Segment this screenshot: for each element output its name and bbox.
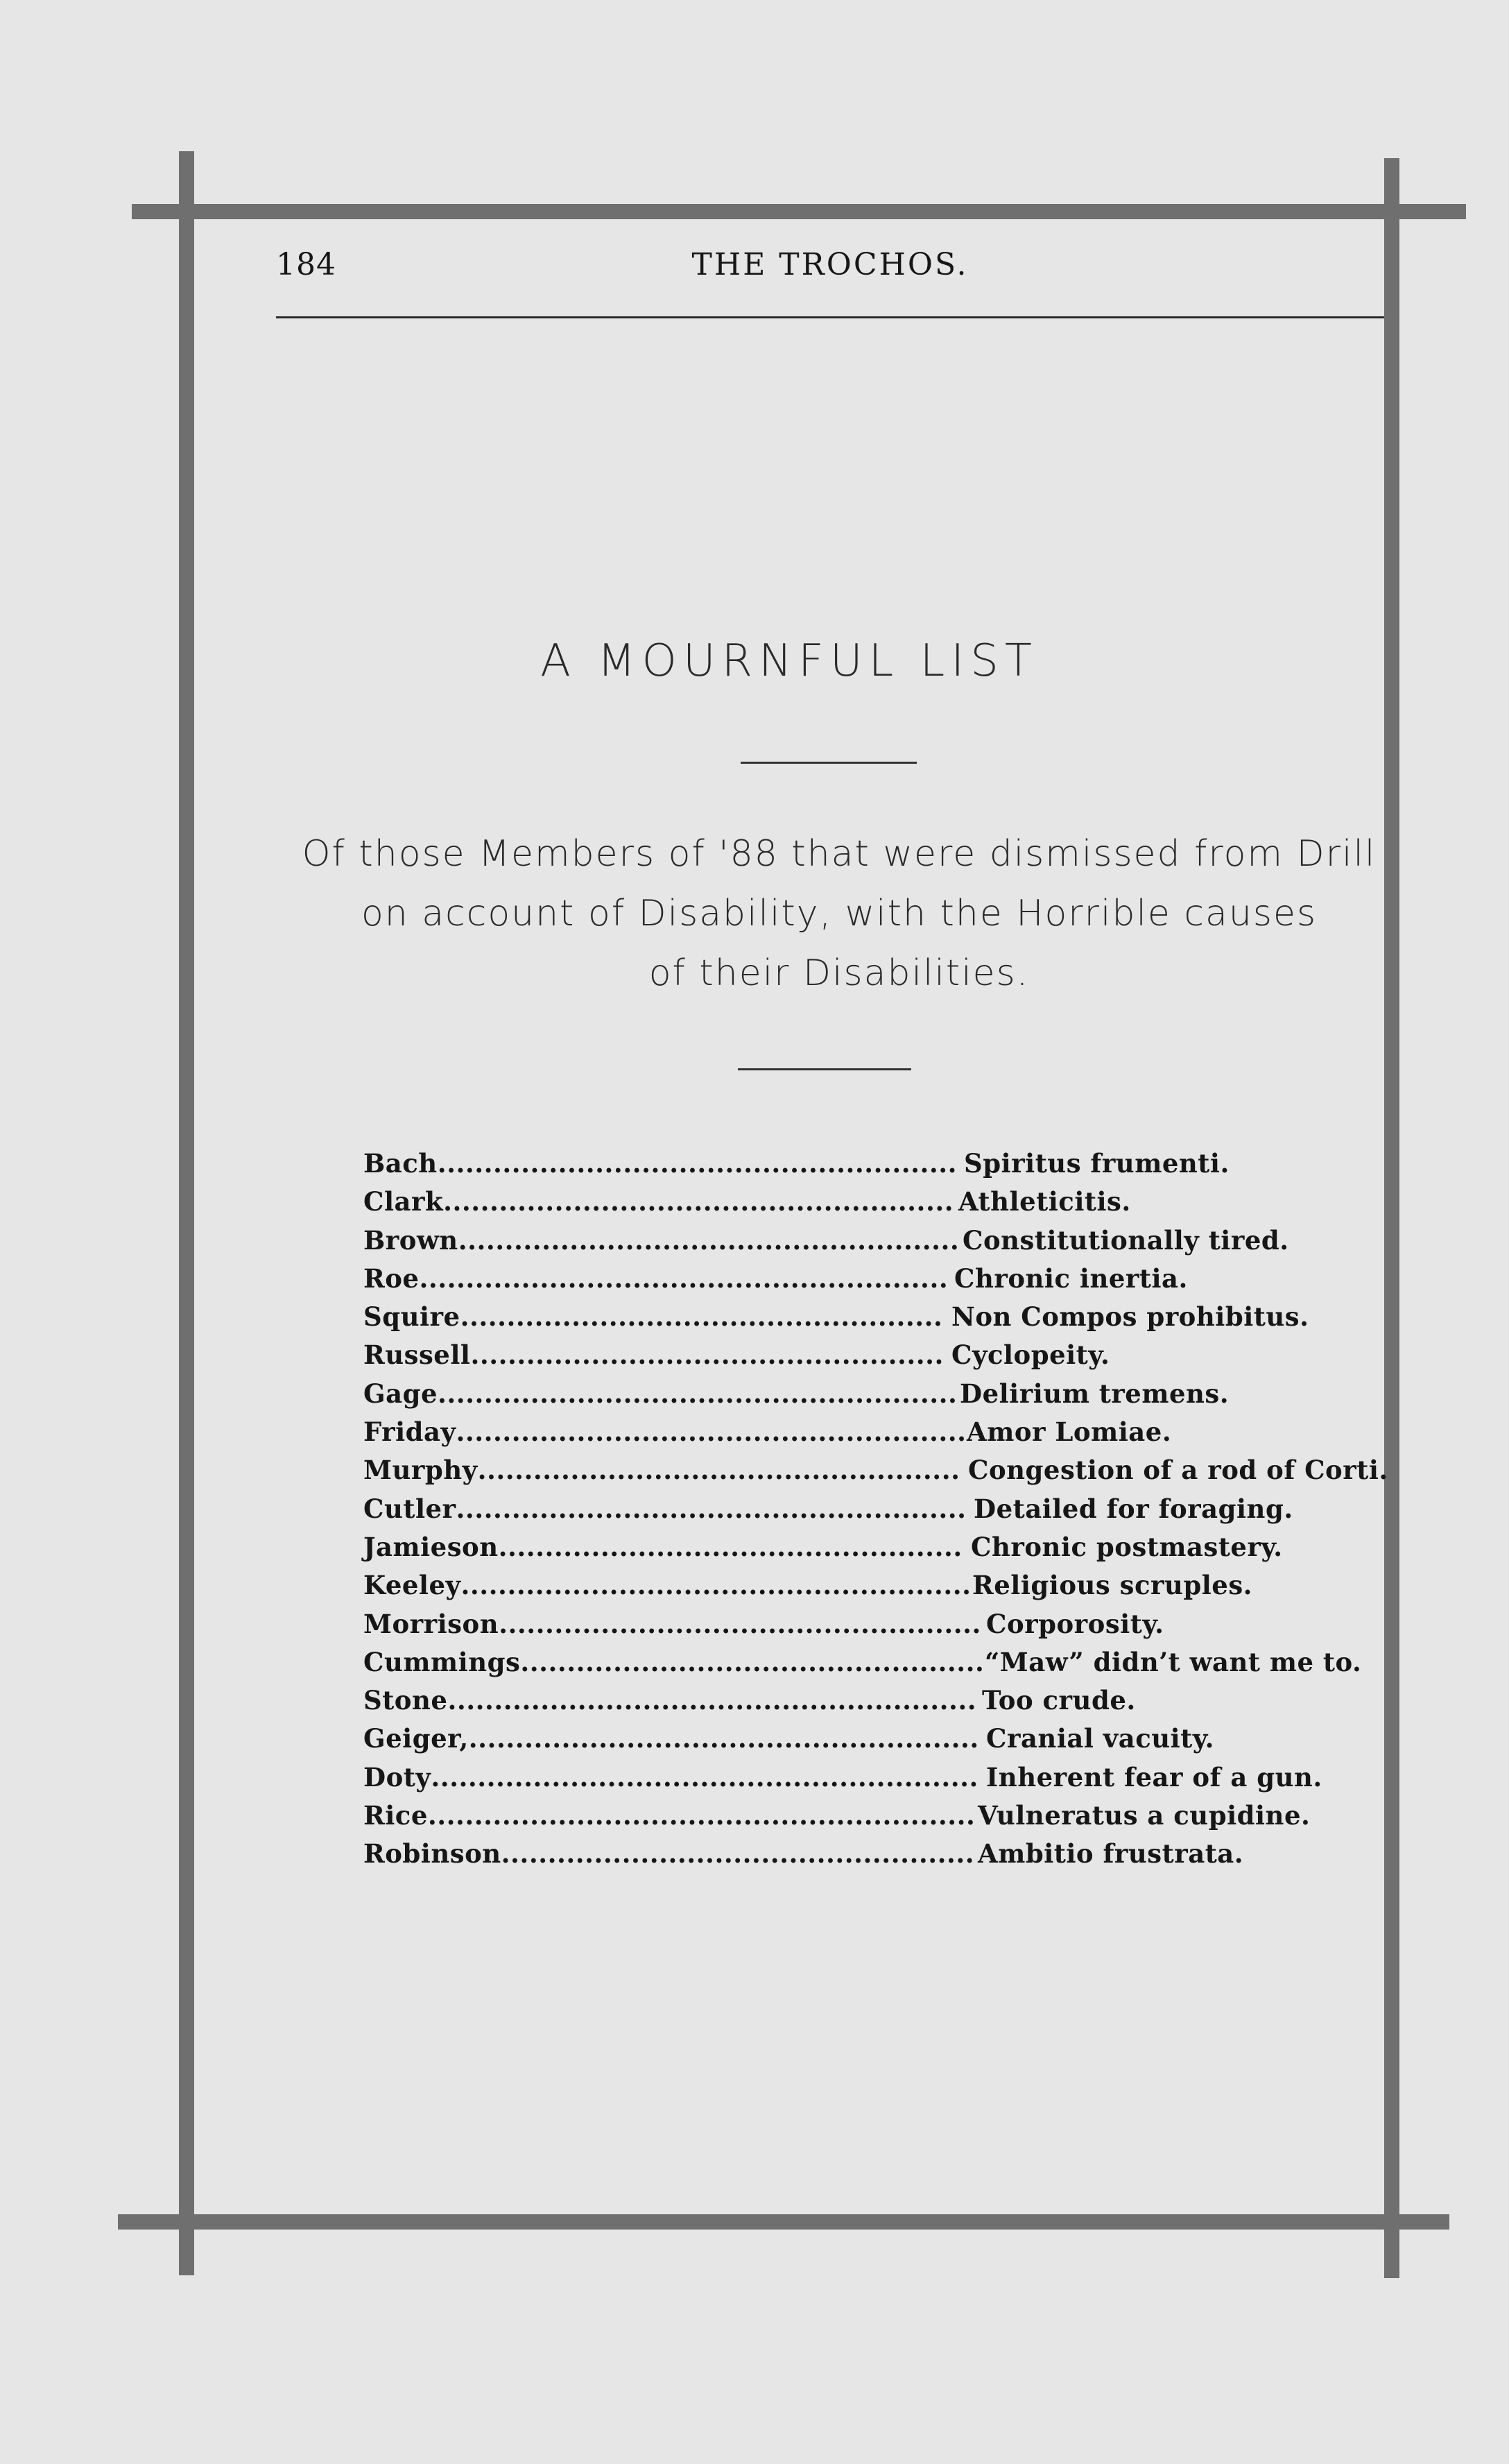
member-name: Bach [363, 1148, 438, 1179]
dot-leader: ......................................................... [419, 1263, 949, 1294]
disability-cause: Ambitio frustrata. [978, 1838, 1244, 1870]
member-name: Rice [363, 1800, 428, 1831]
disability-cause: “Maw” didn’t want me to. [985, 1646, 1362, 1677]
list-entry [363, 1528, 1404, 1566]
member-name: Keeley [363, 1570, 461, 1601]
dot-leader: .................................................... [477, 1455, 960, 1486]
dot-leader: .................................................... [499, 1608, 981, 1639]
list-entry [363, 1643, 1404, 1682]
list-entry [363, 1183, 1404, 1221]
disability-cause: Non Compos prohibitus. [951, 1301, 1309, 1333]
list-title: A MOURNFUL LIST [540, 635, 1038, 687]
dot-leader: .................................................... [460, 1301, 943, 1333]
member-name: Brown [363, 1224, 458, 1256]
member-name: Morrison [363, 1608, 499, 1639]
member-name: Clark [363, 1186, 444, 1217]
dot-leader: ........................................................ [437, 1378, 958, 1409]
disability-cause: Detailed for foraging. [974, 1493, 1293, 1524]
member-name: Jamieson [363, 1531, 499, 1562]
list-entry [363, 1451, 1404, 1489]
disability-cause: Religious scruples. [972, 1570, 1253, 1601]
page-number: 184 [276, 247, 336, 282]
title-divider [741, 762, 917, 764]
list-entry [363, 1835, 1404, 1873]
member-name: Geiger, [363, 1723, 469, 1754]
dot-leader: ....................................................... [468, 1723, 979, 1754]
dot-leader: .................................................. [498, 1531, 963, 1562]
dot-leader: ....................................................... [456, 1417, 967, 1448]
running-head [276, 247, 1384, 286]
list-entry [363, 1298, 1404, 1336]
list-entry [363, 1720, 1404, 1758]
disability-cause: Inherent fear of a gun. [986, 1761, 1322, 1793]
disability-cause: Congestion of a rod of Corti. [968, 1455, 1388, 1486]
list-entry [363, 1605, 1404, 1643]
list-entry [363, 1490, 1404, 1528]
disability-cause: Cranial vacuity. [986, 1723, 1214, 1754]
disability-cause: Amor Lomiae. [967, 1417, 1172, 1448]
disability-cause: Athleticitis. [958, 1186, 1131, 1217]
member-name: Cutler [363, 1493, 456, 1524]
list-entry [363, 1413, 1404, 1451]
subtitle-line-1: Of those Members of '88 that were dismissed from Drill [302, 833, 1377, 875]
dot-leader: ........................................................... [427, 1800, 976, 1831]
list-entry [363, 1682, 1404, 1720]
list-entry [363, 1375, 1404, 1413]
member-name: Cummings [363, 1646, 521, 1677]
dot-leader: ........................................................... [431, 1761, 978, 1793]
disability-cause: Cyclopeity. [951, 1340, 1110, 1371]
member-name: Doty [363, 1761, 431, 1793]
header-rule [276, 316, 1384, 318]
disability-list [363, 1145, 1404, 1874]
dot-leader: ......................................................... [447, 1685, 977, 1716]
member-name: Robinson [363, 1838, 501, 1870]
member-name: Gage [363, 1378, 438, 1409]
dot-leader: .................................................. [520, 1646, 985, 1677]
disability-cause: Corporosity. [986, 1608, 1164, 1639]
member-name: Friday [363, 1417, 456, 1448]
member-name: Stone [363, 1685, 448, 1716]
journal-title: THE TROCHOS. [691, 247, 969, 282]
subtitle-line-3: of their Disabilities. [648, 952, 1030, 994]
frame-rule-bottom [118, 2214, 1449, 2230]
list-entry [363, 1797, 1404, 1835]
dot-leader: ...................................................... [458, 1224, 960, 1256]
dot-leader: ................................................... [470, 1340, 944, 1371]
member-name: Roe [363, 1263, 420, 1294]
list-entry [363, 1145, 1404, 1183]
frame-rule-top [132, 204, 1466, 219]
frame-rule-left [179, 151, 194, 2275]
dot-leader: ........................................................ [437, 1148, 958, 1179]
disability-cause: Delirium tremens. [960, 1378, 1230, 1409]
list-entry [363, 1260, 1404, 1298]
member-name: Russell [363, 1340, 471, 1371]
list-entry [363, 1566, 1404, 1605]
disability-cause: Too crude. [982, 1685, 1136, 1716]
disability-cause: Constitutionally tired. [963, 1224, 1289, 1256]
member-name: Murphy [363, 1455, 478, 1486]
dot-leader: ....................................................... [443, 1186, 954, 1217]
disability-cause: Vulneratus a cupidine. [978, 1800, 1311, 1831]
member-name: Squire [363, 1301, 460, 1333]
dot-leader: ....................................................... [456, 1493, 967, 1524]
list-entry [363, 1222, 1404, 1260]
subtitle-line-2: on account of Disability, with the Horrible causes [361, 893, 1318, 934]
disability-cause: Chronic postmastery. [971, 1531, 1283, 1562]
subtitle-divider [738, 1068, 911, 1070]
subtitle [264, 824, 1415, 1003]
list-entry [363, 1759, 1404, 1797]
list-entry [363, 1336, 1404, 1374]
disability-cause: Chronic inertia. [954, 1263, 1188, 1294]
dot-leader: ....................................................... [460, 1570, 972, 1601]
disability-cause: Spiritus frumenti. [964, 1148, 1230, 1179]
dot-leader: ................................................... [501, 1838, 975, 1870]
